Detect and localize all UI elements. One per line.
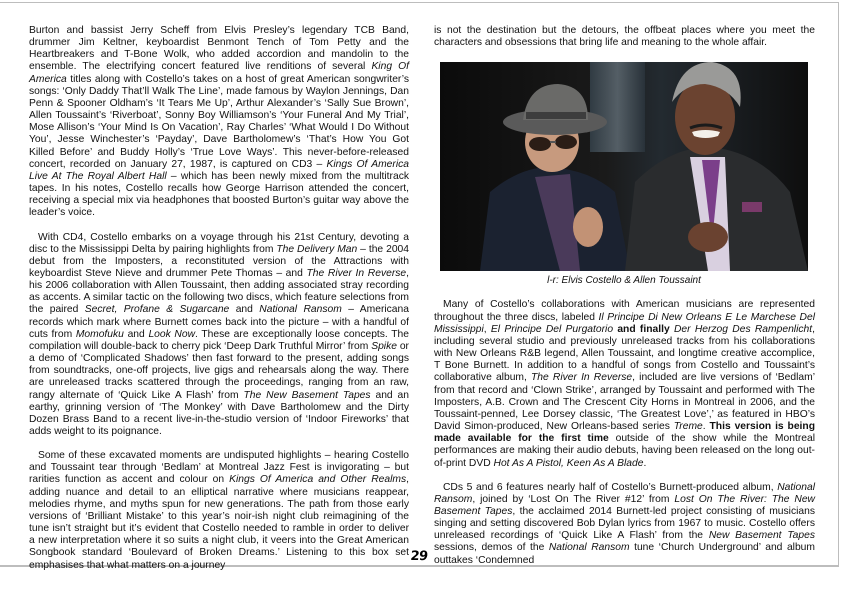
paragraph <box>29 232 409 439</box>
text-run: . These are exceptionally loose concepts. The compilation will double-back to cherry pick ‘Deep Dark Truthful Mirror’ from <box>29 328 410 352</box>
photo-costello-toussaint <box>440 62 808 271</box>
italic-title: New Basement Tapes <box>708 530 815 542</box>
text-run: or a demo of ‘Complicated Shadows’ then fast forward to the present, adding songs from soundtracks, one-off projects, live gigs and rehearsals along the way. There are unreleased tracks scattered through the proceedings, ranging from an raw, rangy alternate of ‘Quick Like A Flash’ from <box>29 340 409 401</box>
bold-text: and finally <box>613 323 674 335</box>
photo-caption: l-r: Elvis Costello & Allen Toussaint <box>547 275 701 287</box>
italic-title: Treme <box>673 421 703 433</box>
text-run: tune ‘Church Underground’ and album outtakes ‘Condemned <box>434 542 815 566</box>
italic-title: The River In Reverse <box>531 372 633 384</box>
italic-title: The River In Reverse <box>306 267 407 279</box>
text-run: and an earthy, grinning version of ‘The Monkey’ with Dave Bartholomew and the Dirty Dozen Brass Band to a recent live-in-the-studio version of ‘Indoor Fireworks’ that adds weight to its poignance. <box>29 389 410 437</box>
text-run: CDs 5 and 6 features nearly half of Costello’s Burnett-produced album, <box>443 481 778 493</box>
text-run: and <box>229 304 260 316</box>
text-run: Many of Costello’s collaborations with American musicians are represented throughout the three discs, labeled <box>434 299 815 323</box>
italic-title: Kings Of America and Other Realms <box>229 474 407 486</box>
text-run: Some of these excavated moments are undisputed highlights – hearing Costello and Toussaint tear through ‘Bedlam’ at Montreal Jazz Fest is invigorating – but rarities function as accent and colour on <box>29 450 409 486</box>
text-run: – the 2004 debut from the Imposters, a reconstituted version of the Attractions with keyboardist Steve Nieve and drummer Pete Thomas – and <box>29 243 410 279</box>
text-run: . <box>643 457 647 469</box>
text-run: and <box>123 328 149 340</box>
paragraph <box>434 482 815 567</box>
italic-title: King Of America <box>29 61 409 85</box>
text-run: Burton and bassist Jerry Scheff from Elvis Presley’s legendary TCB Band, drummer Jim Keltner, keyboardist Benmont Tench of Tom Petty and the Heartbreakers and T-Bone Wolk, who added accordion and mandolin to the ensemble. The electrifying concert featured live renditions of several <box>29 25 409 73</box>
italic-title: Der Herzog Des Rampenlicht <box>673 323 813 335</box>
left-column <box>29 25 409 572</box>
italic-title: Il Principe Di New Orleans E Le Marchese Del Mississippi <box>434 311 815 335</box>
text-run: , included are live versions of ‘Bedlam’ from that record and ‘Clown Strike’, arranged by Toussaint and performed with The Imposters, A.B. Crown and The Crescent City Horns in Montreal in 2006, and the Toussaint-penned, Lee Dorsey classic, ‘The Greatest Love’,’ as featured in HBO’s David Simon-produced, New Orleans-based series <box>434 372 815 433</box>
italic-title: Hot As A Pistol, Keen As A Blade <box>493 457 644 469</box>
italic-title: The Delivery Man <box>276 243 358 255</box>
italic-title: Look Now <box>148 328 196 340</box>
right-column <box>434 25 815 567</box>
text-run: , his 2006 collaboration with Allen Toussaint, then adding associated stray recording as accents. A similar tactic on the following two discs, which feature selections from the paired <box>29 267 409 316</box>
text-run: , adding nuance and detail to an elliptical narrative where musicians reappear, melodies rhyme, and myths spun for new generations. The path from those early versions of ‘Brilliant Mistake’ to this year’s noir-ish night club reimagining of the tune isn’t straight but it’s evident that Costello needed to ramble in order to deliver a new interpretation where it so suits a night club, it veers into the Great American Songbook standard ‘Boulevard of Broken Dreams.’ Listening to this box set emphasises that what matters on a journey <box>29 474 409 571</box>
text-run: – Americana records which mark where Burnett comes back into the picture – with a handful of cuts from <box>29 304 409 340</box>
italic-title: El Principe Del Purgatorio <box>490 323 614 335</box>
text-run: , <box>483 323 491 335</box>
italic-title: Secret, Profane & Sugarcane <box>84 304 230 316</box>
paragraph <box>434 299 815 469</box>
photo-illustration <box>440 62 808 271</box>
text-run: , joined by ‘Lost On The River #12’ from <box>472 493 675 505</box>
italic-title: Lost On The River: The New Basement Tapes <box>434 493 815 517</box>
italic-title: National Ransom <box>548 542 630 554</box>
text-run: sessions, demos of the <box>434 542 549 554</box>
paragraph <box>29 450 409 572</box>
italic-title: National Ransom <box>259 304 342 316</box>
text-run: , including several studio and previously unreleased tracks from his collaborations with New Orleans R&B legend, Allen Toussaint, and longtime creative accomplice, T Bone Burnett. In addition to a handful of songs from Costello and Toussaint’s collaborative album, <box>434 323 815 384</box>
text-run: outside of the show while the Montreal performances are making their audio debuts, having been released on the long out-of-print DVD <box>434 433 815 469</box>
page-number: 29 <box>409 549 429 564</box>
paragraph <box>29 25 409 220</box>
text-run: . <box>702 421 710 433</box>
italic-title: Spike <box>371 340 397 352</box>
paragraph <box>434 25 815 49</box>
italic-title: National Ransom <box>434 481 815 505</box>
text-run: With CD4, Costello embarks on a voyage through his 21st Century, devoting a disc to the Mississippi Delta by pairing highlights from <box>29 231 409 255</box>
text-run: is not the destination but the detours, the offbeat places where you meet the characters and obsessions that bring life and meaning to the whole affair. <box>434 25 815 49</box>
text-run: – which has been newly mixed from the multitrack tapes. In his notes, Costello recalls how George Harrison attended the concert, receiving a special mix via headphones that boosted Burton’s guitar way above the leader’s voice. <box>29 170 409 219</box>
italic-title: Kings Of America Live At The Royal Albert Hall <box>29 158 409 182</box>
italic-title: The New Basement Tapes <box>243 389 371 401</box>
italic-title: Momofuku <box>75 328 124 340</box>
bold-text: This version is being made available for the first time <box>434 421 815 445</box>
text-run: , the acclaimed 2014 Burnett-led project consisting of musicians singing and setting discovered Bob Dylan lyrics from 1967 to music. Costello offers unreleased recordings of ‘Quick Like A Flash’ from the <box>434 505 815 542</box>
text-run: titles along with Costello’s takes on a host of great American songwriter’s songs: ‘Only Daddy That’ll Walk The Line’, made famous by Waylon Jennings, Dan Penn & Spooner Oldham’s ‘It Tears Me Up’, Arthur Alexander’s ‘Sally Sue Brown’, Allen Toussaint’s ‘Riverboat’, Sonny Boy Williamson’s ‘Your Funeral And My Trial’, Mose Allison’s ‘Your Mind Is On Vacation’, Ray Charles’ ‘What Would I Do Without You’, Jesse Winchester’s ‘Payday’, Dave Bartholomew’s ‘That’s How You Got Killed Before’ and Buddy Holly’s ‘True Love Ways’. This never-before-released concert, recorded on January 27, 1987, is captured on CD3 – <box>29 73 409 170</box>
